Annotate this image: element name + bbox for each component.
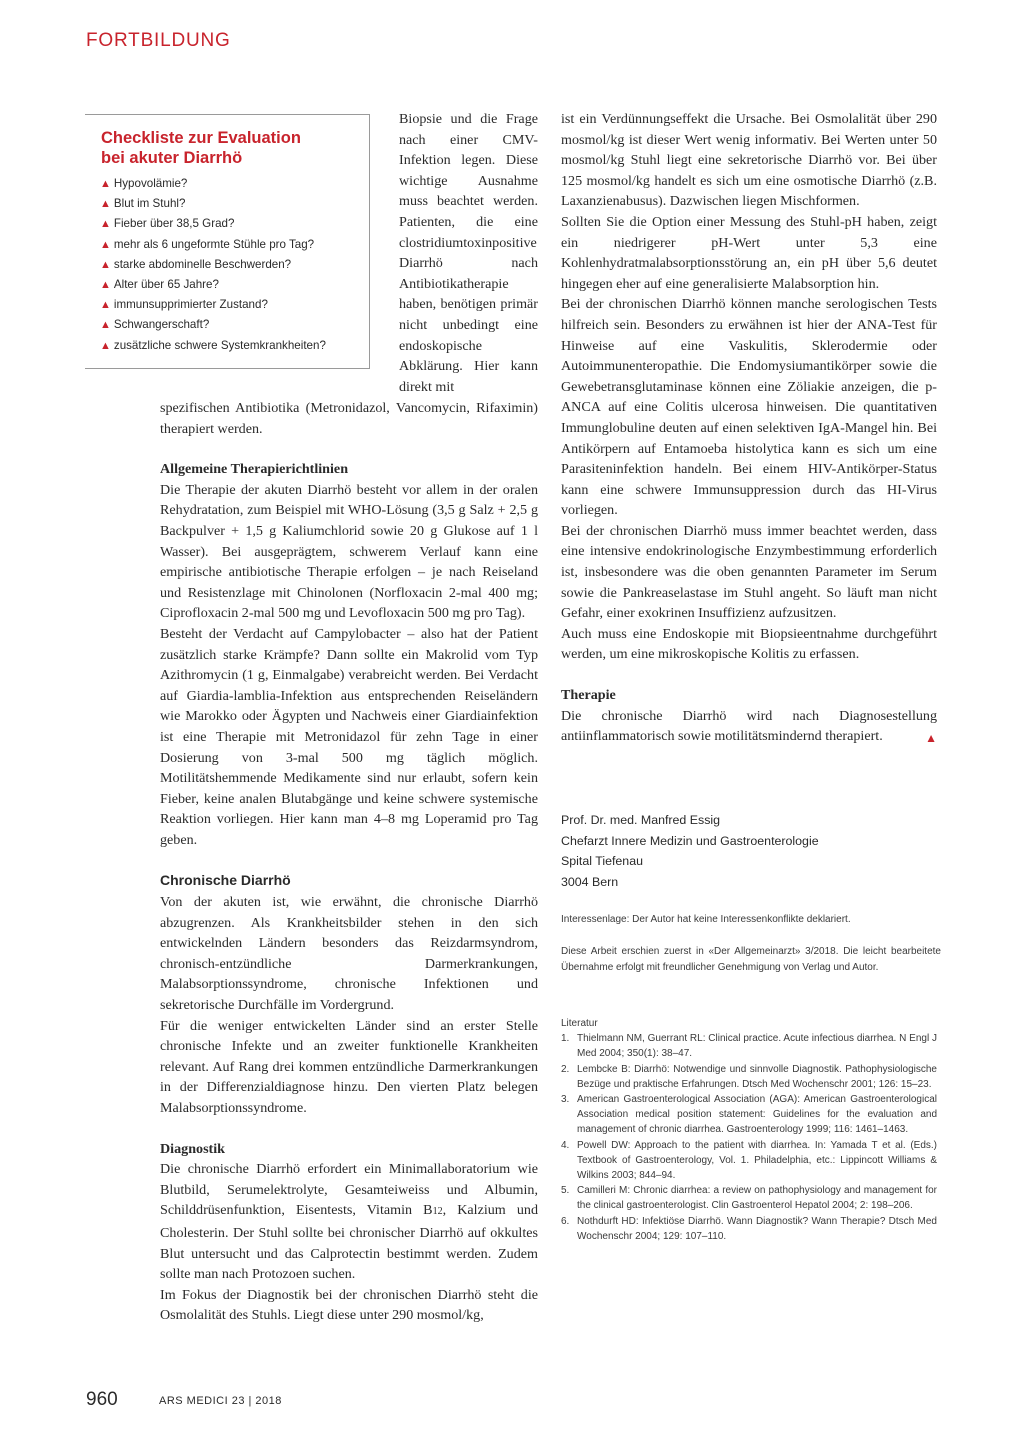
author-name: Prof. Dr. med. Manfred Essig xyxy=(561,813,721,827)
reference-number: 2. xyxy=(561,1063,570,1075)
triangle-up-icon: ▲ xyxy=(100,299,111,312)
checklist-item xyxy=(100,295,370,315)
triangle-up-icon: ▲ xyxy=(100,238,111,251)
body-paragraph: Auch muss eine Endoskopie mit Biopsieentnahme durchgeführt werden, um eine mikroskopische Kolitis zu erfassen. xyxy=(561,625,937,663)
reference-text: Nothdurft HD: Infektiöse Diarrhö. Wann Diagnostik? Wann Therapie? Dtsch Med Wochenschr 2004; 129: 107–110. xyxy=(577,1215,937,1242)
body-paragraph: Bei der chronischen Diarrhö muss immer beachtet werden, dass eine intensive endokrinologische Enzymbestimmung erforderlich ist, insbesondere was die oben genannten Parameter im Serum sowie die Pankreaselastase im Stuhl angeht. So läuft man nicht Gefahr, einer exokrinen Insuffizienz aufzusitzen. xyxy=(561,522,937,622)
reference-item xyxy=(561,1214,937,1244)
reference-number: 1. xyxy=(561,1033,570,1045)
reference-item xyxy=(561,1138,937,1184)
checklist-title-line1: Checkliste zur Evaluation xyxy=(101,129,301,147)
checklist-item-text: Blut im Stuhl? xyxy=(113,197,186,211)
reference-text: American Gastroenterological Association (AGA): American Gastroenterological Association medical position statement: Guidelines for the evaluation and management of chronic diarrhea. Gastroenterology 1999; 116: 1461–1463. xyxy=(577,1094,937,1136)
checklist-item xyxy=(100,214,370,234)
subscript: 12 xyxy=(432,1206,443,1218)
body-paragraph xyxy=(561,706,937,747)
checklist-item xyxy=(100,235,370,255)
body-paragraph: Bei der chronischen Diarrhö können manche serologischen Tests hilfreich sein. Besonders zu erwähnen ist hier der ANA-Test für Hinweise auf eine Vaskulitis, Sklerodermie oder Autoimmunenteropathie. Die Endomysiumantikörper sowie die Gewebetransglutaminase können eine Zöliakie anzeigen, die p-ANCA auf eine Colitis ulcerosa hinweisen. Die quantitativen Immunglobuline deuten auf einen selektiven IgA-Mangel hin. Bei Antikörpern auf Entamoeba histolytica kann es sich um eine Parasiteninfektion handeln. Bei einem HIV-Antikörper-Status kann eine schwere Immunsuppression durch das HI-Virus vorliegen. xyxy=(561,296,937,519)
checklist-item-text: zusätzliche schwere Systemkrankheiten? xyxy=(113,338,326,352)
reference-text: Camilleri M: Chronic diarrhea: a review on pathophysiology and management for the clinical gastroenterologist. Clin Gastroenterol Hepatol 2004; 2: 198–206. xyxy=(577,1185,937,1212)
triangle-up-icon: ▲ xyxy=(100,178,111,190)
checklist-box xyxy=(85,114,370,369)
checklist-item xyxy=(100,194,370,214)
subheading-therapy: Allgemeine Therapierichtlinien xyxy=(160,461,349,478)
references xyxy=(561,1016,937,1244)
checklist-item-text: Hypovolämie? xyxy=(113,177,188,190)
author-role: Chefarzt Innere Medizin und Gastroenterologie xyxy=(561,833,819,848)
magazine-issue: ARS MEDICI 23 | 2018 xyxy=(159,1395,282,1407)
body-paragraph: Sollten Sie die Option einer Messung des Stuhl-pH haben, zeigt ein niedrigerer pH-Wert unter 5,3 eine Kohlenhydratmalabsorptionsstörung an, ein pH über 5,6 deutet hingegen eher auf eine generalisierte Malabsorption hin. xyxy=(561,213,937,292)
body-paragraph: Von der akuten ist, wie erwähnt, die chronische Diarrhö abzugrenzen. Als Krankheitsbilder stehen in den sich entwickelnden Ländern besonders das Reizdarmsyndrom, chronisch-entzündliche Darmerkrankungen, Malabsorptionssyndrome, chronische Infektionen und sekretorische Durchfälle im Vordergrund. xyxy=(160,894,538,1014)
author-city: 3004 Bern xyxy=(561,874,619,889)
heading-chronic: Chronische Diarrhö xyxy=(160,872,291,889)
body-paragraph xyxy=(160,1159,538,1285)
triangle-up-icon: ▲ xyxy=(100,339,111,352)
body-paragraph: Für die weniger entwickelten Länder sind an erster Stelle chronische Infekte und an zweiter funktionelle Krankheiten relevant. Auf Rang drei kommen entzündliche Darmerkrankungen in der Differenzialdiagnose hinzu. Den vierten Platz belegen Malabsorptionssyndrome. xyxy=(160,1017,538,1116)
references-heading: Literatur xyxy=(561,1018,598,1029)
checklist-title-line2: bei akuter Diarrhö xyxy=(101,149,243,167)
text-run: Die chronische Diarrhö erfordert ein Minimallaboratorium wie Blutbild, Serumelektrolyte, Gesamteiweiss und Albumin, Schilddrüsenfunktion, Eisentests, Vitamin B xyxy=(160,1161,538,1219)
checklist-item-text: Alter über 65 Jahre? xyxy=(113,278,219,292)
checklist-item-text: Schwangerschaft? xyxy=(113,318,210,332)
origin-note: Diese Arbeit erschien zuerst in «Der Allgemeinarzt» 3/2018. Die leicht bearbeitete Übernahme erfolgt mit freundlicher Genehmigung von Verlag und Autor. xyxy=(561,946,941,973)
reference-text: Lembcke B: Diarrhö: Notwendige und sinnvolle Diagnostik. Pathophysiologische Bezüge und praktische Erfahrungen. Dtsch Med Wochenschr 2001; 126: 15–23. xyxy=(577,1063,937,1090)
author-hospital: Spital Tiefenau xyxy=(561,854,643,869)
subheading-diagnostics: Diagnostik xyxy=(160,1140,226,1157)
text-run: , Kalzium und Cholesterin. Der Stuhl sollte bei chronischer Diarrhö auf okkultes Blut untersucht und das Calprotectin bestimmt werden. Zudem sollte man nach Protozoen suchen. xyxy=(160,1202,539,1283)
subheading-therapie: Therapie xyxy=(561,687,616,704)
body-paragraph: Im Fokus der Diagnostik bei der chronischen Diarrhö steht die Osmolalität des Stuhls. Liegt diese unter 290 mosmol/kg, xyxy=(160,1286,538,1324)
checklist-item xyxy=(100,275,370,295)
reference-text: Thielmann NM, Guerrant RL: Clinical practice. Acute infectious diarrhea. N Engl J Med 2004; 350(1): 38–47. xyxy=(577,1033,937,1060)
page-number: 960 xyxy=(86,1389,118,1410)
author-block xyxy=(561,810,941,892)
body-paragraph: ist ein Verdünnungseffekt die Ursache. Bei Osmolalität über 290 mosmol/kg ist dieser Wert wenig informativ. Bei Werten unter 50 mosmol/kg Stuhl liegt eine sekretorische Diarrhö vor. Bei über 125 mosmol/kg handelt es sich um eine osmotische Diarrhö (z.B. Laxanzienabusus). Dazwischen liegen Mischformen. xyxy=(561,111,937,210)
checklist-item xyxy=(100,255,370,275)
reference-text: Powell DW: Approach to the patient with diarrhea. In: Yamada T et al. (Eds.) Textbook of Gastroenterology, Vol. 1. Philadelphia, etc.: Lippincott Williams & Wilkins 2003; 844–94. xyxy=(577,1139,937,1182)
checklist-item xyxy=(100,174,370,194)
checklist-item xyxy=(100,336,370,356)
checklist-title xyxy=(101,128,301,168)
reference-item xyxy=(561,1031,937,1061)
reference-number: 5. xyxy=(561,1185,570,1197)
right-column xyxy=(561,109,937,749)
triangle-up-icon: ▲ xyxy=(925,731,937,746)
triangle-up-icon: ▲ xyxy=(100,319,111,332)
checklist-item-text: mehr als 6 ungeformte Stühle pro Tag? xyxy=(113,237,315,251)
checklist-items xyxy=(100,174,370,356)
triangle-up-icon: ▲ xyxy=(100,218,111,231)
body-paragraph: Die Therapie der akuten Diarrhö besteht vor allem in der oralen Rehydratation, zum Beispiel mit WHO-Lösung (3,5 g Salz + 2,5 g Backpulver + 1,5 g Kaliumchlorid sowie 20 g Glukose auf 1 l Wasser). Bei ausgeprägtem, schwerem Verlauf kann eine empirische antibiotische Therapie erfolgen – je nach Reiseland und Resistenzlage mit Chinolonen (Norfloxacin 2-mal 400 mg; Ciprofloxacin 2-mal 500 mg und Levofloxacin 500 mg pro Tag). xyxy=(160,481,538,622)
reference-number: 4. xyxy=(561,1139,570,1151)
body-paragraph: Besteht der Verdacht auf Campylobacter – also hat der Patient zusätzlich starke Krämpfe? Dann sollte ein Makrolid vom Typ Azithromycin (1 g, Einmalgabe) verabreicht werden. Bei Verdacht auf Giardia-lamblia-Infektion aus entsprechenden Reiseländern wie Marokko oder Ägypten und Nachweis einer Giardiainfektion ist eine Therapie mit Metronidazol für zehn Tage in einer Dosierung von 3-mal 500 mg täglich möglich. Motilitätshemmende Medikamente sind nur erlaubt, sofern kein Fieber, keine analen Blutabgänge und keine schwere systemische Reaktion vorliegen. Hier kann man 4–8 mg Loperamid pro Tag geben. xyxy=(160,625,538,848)
reference-item xyxy=(561,1183,937,1213)
reference-number: 3. xyxy=(561,1094,570,1106)
reference-number: 6. xyxy=(561,1215,570,1227)
body-paragraph: spezifischen Antibiotika (Metronidazol, Vancomycin, Rifaximin) therapiert werden. xyxy=(160,400,538,437)
reference-item xyxy=(561,1092,937,1138)
triangle-up-icon: ▲ xyxy=(100,279,111,292)
checklist-item xyxy=(100,315,370,335)
left-column xyxy=(160,398,538,1326)
reference-item xyxy=(561,1062,937,1092)
conflict-note: Interessenlage: Der Autor hat keine Interessenkonflikte deklariert. xyxy=(561,914,851,925)
body-paragraph: Biopsie und die Frage nach einer CMV-Infektion legen. Diese wichtige Ausnahme muss beachtet werden. Patienten, die eine clostridiumtoxinpositive Diarrhö nach Antibiotikatherapie haben, benötigen primär nicht unbedingt eine endoskopische Abklärung. Hier kann direkt mit xyxy=(399,111,538,395)
narrow-column xyxy=(399,109,538,397)
checklist-item-text: Fieber über 38,5 Grad? xyxy=(113,217,235,231)
section-header: FORTBILDUNG xyxy=(86,30,231,51)
triangle-up-icon: ▲ xyxy=(100,198,111,211)
triangle-up-icon: ▲ xyxy=(100,258,111,271)
checklist-item-text: starke abdominelle Beschwerden? xyxy=(113,257,292,271)
text-run: Die chronische Diarrhö wird nach Diagnosestellung antiinflammatorisch sowie motilitätsmindernd therapiert. xyxy=(561,707,937,745)
checklist-item-text: immunsupprimierter Zustand? xyxy=(113,298,268,312)
